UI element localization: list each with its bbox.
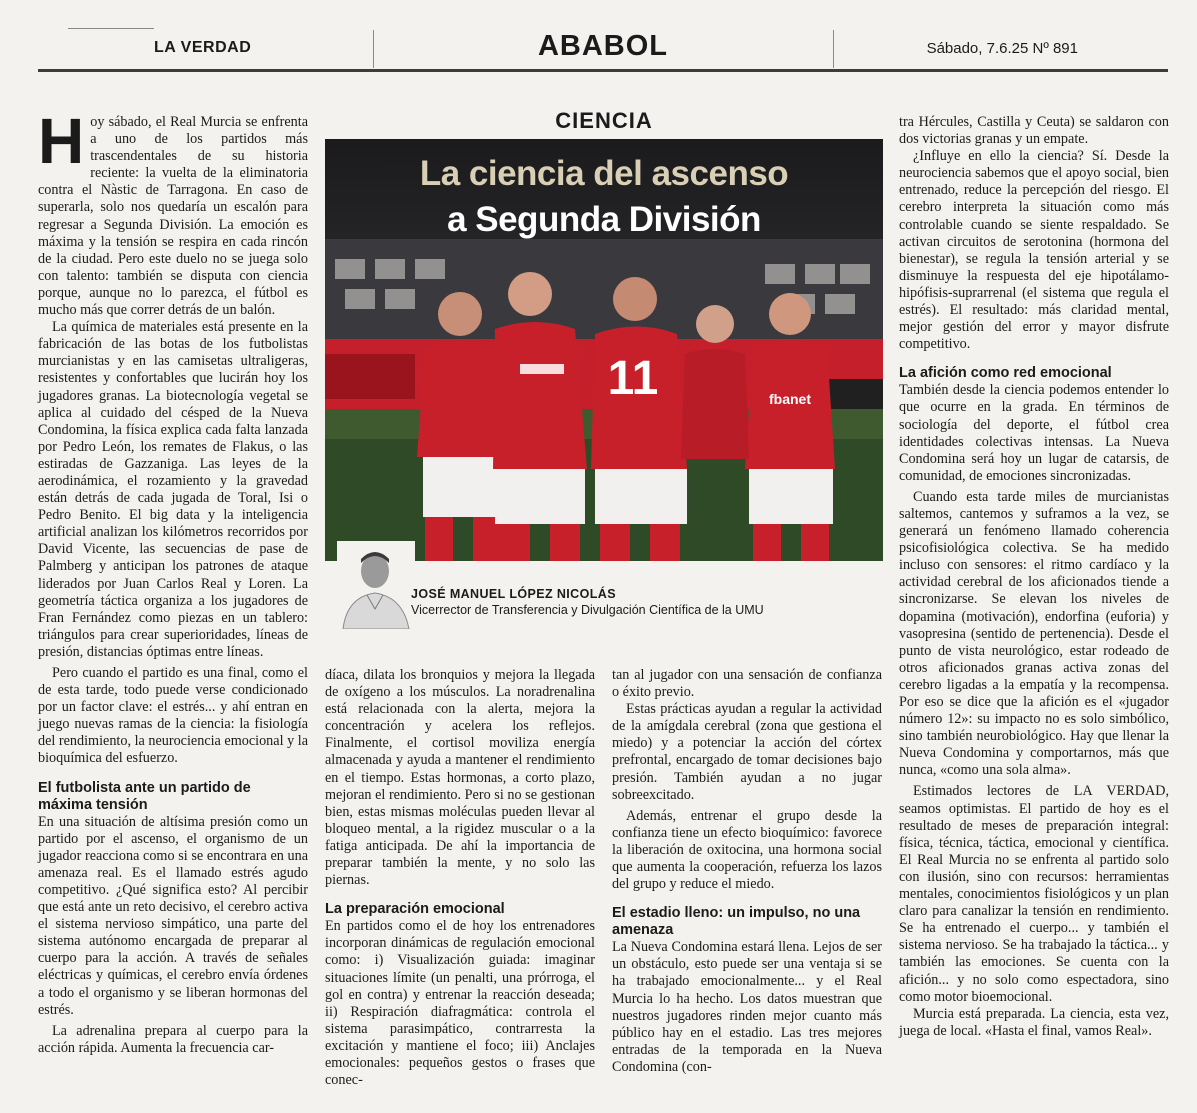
paragraph: Estas prácticas ayudan a regular la actividad de la amígdala cerebral (zona que gestiona el miedo) y a potenciar la acción del córtex prefrontal, encargado de tomar decisiones bajo presión. También ayudan a no jugar sobreexcitado. [612,701,882,803]
paragraph: Además, entrenar el grupo desde la confianza tiene un efecto bioquímico: favorece la liberación de oxitocina, una hormona social que aumenta la cooperación, refuerza los lazos del grupo y reduce el miedo. [612,807,882,893]
headline-line-2: a Segunda División [447,200,761,239]
jersey-number: 11 [607,352,659,405]
publication-name: LA VERDAD [154,39,252,56]
page-header [38,28,1168,72]
drop-cap: H [38,105,85,177]
paragraph: Pero cuando el partido es una final, como el de esta tarde, todo puede verse condicionado por un factor clave: el estrés... y ahí entran en juego nuevas ramas de la ciencia: la fisiología del rendimiento, la neurociencia emocional y la bioquímica del esfuerzo. [38,665,308,767]
paragraph: tra Hércules, Castilla y Ceuta) se saldaron con dos victorias granas y un empate. [899,114,1169,148]
paragraph: La adrenalina prepara al cuerpo para la acción rápida. Aumenta la frecuencia car- [38,1022,308,1056]
paragraph: tan al jugador con una sensación de confianza o éxito previo. [612,667,882,701]
issue-date: Sábado, 7.6.25 Nº 891 [926,40,1078,57]
author-byline [325,561,883,629]
subheading: El estadio lleno: un impulso, no una amenaza [612,905,861,939]
article-column-4 [899,114,1169,1040]
article-headline [325,151,883,243]
paragraph: ¿Influye en ello la ciencia? Sí. Desde la neurociencia sabemos que el apoyo social, bien entrenado, reduce la percepción del riesgo. El cerebro interpreta la situación como más controlable cuando se siente respaldado. Se activan circuitos de serotonina (hormona del bienestar), se regula la tensión arterial y se disminuye la respuesta del eje hipotálamo-hipófisis-suprarrenal (el sistema que regula el estrés). El resultado: más claridad mental, mejor gestión del error y mayor disfrute competitivo. [899,148,1169,353]
article-kicker: CIENCIA [555,108,653,133]
paragraph: Estimados lectores de LA VERDAD, seamos optimistas. El partido de hoy es el resultado de meses de preparación integral: física, técnica, táctica, emocional y científica. El Real Murcia no se enfrenta al partido solo con ilusión, sino con recursos: herramientas mentales, conocimientos fisiológicos y un plan claro para canalizar la tensión en rendimiento. Se ha entrenado el cuerpo... y también el sistema nervioso. Se ha trabajado la táctica... y también las emociones. Se cuenta con la afición... y no solo como espectadora, sino como motor bioemocional. [899,783,1169,1005]
article-photo [325,139,883,561]
paragraph: Cuando esta tarde miles de murcianistas saltemos, cantemos y suframos a la vez, se generará un fenómeno llamado coherencia psicofisiológica colectiva. Se ha medido incluso con sensores: el ritmo cardíaco y la actividad cerebral de los aficionados tiende a sincronizarse. Se elevan los niveles de dopamina (motivación), endorfina (euforia) y vasopresina (sentido de pertenencia). Desde el punto de vista neurológico, estar rodeado de otros aficionados granas activa zonas del cerebro ligadas a la empatía y la recompensa. Por eso se dice que la afición es el «jugador número 12»: su impacto no es solo simbólico, sino también neurobiológico. Hay que llenar la Nueva Condomina y comportarnos, más que nunca, «como una sola alma». [899,488,1169,779]
article-column-2 [325,667,595,1089]
author-name: JOSÉ MANUEL LÓPEZ NICOLÁS [411,587,616,601]
subheading: La preparación emocional [325,901,505,918]
subheading: La afición como red emocional [899,365,1112,382]
header-rule [38,69,1168,72]
article-column-1 [38,105,308,1057]
paragraph: La química de materiales está presente en la fabricación de las botas de los futbolistas murcianistas y en las camisetas ultraligeras, resistentes y confortables que lucirán hoy los jugadores granas. La biotecnología vegetal se aplica al cuidado del césped de la Nueva Condomina, la física explica cada falta lanzada por Pedro León, los remates de Flakus, o las estiradas de Gazzaniga. Las leyes de la aerodinámica, el rozamiento y la gravedad están detrás de cada jugada de Toral, Isi o Pedro Benito. El big data y la inteligencia artificial analizan los kilómetros recorridos por David Vicente, las secuencias de pase de Palmberg y anticipan los patrones de ataque liderados por Juan Carlos Real y Loren. La geometría táctica organiza a los jugadores de Fran Fernández como piezas en un tablero: triángulos para crear superioridades, líneas de presión, distancias óptimas entre líneas. [38,319,308,660]
paragraph: También desde la ciencia podemos entender lo que ocurre en la grada. En términos de sociología del deporte, el fútbol crea identidades colectivas intensas. La Nueva Condomina será hoy un lugar de catarsis, de comunidad, de emociones sincronizadas. [899,382,1169,484]
header-separator [833,30,834,68]
header-deco-line [68,28,154,29]
author-portrait [337,541,415,629]
section-title: ABABOL [537,30,669,62]
paragraph: En partidos como el de hoy los entrenadores incorporan dinámicas de regulación emocional como: i) Visualización guiada: imaginar situaciones límite (un penalti, una prórroga, el gol en contra) y entrenar la reacción deseada; ii) Respiración diafragmática: controla el sistema parasimpático, contrarresta la excitación y mantiene el foco; iii) Anclajes emocionales: pequeños gestos o frases que conec- [325,918,595,1089]
author-role: Vicerrector de Transferencia y Divulgación Científica de la UMU [411,603,764,617]
paragraph: En una situación de altísima presión como un partido por el ascenso, el organismo de un jugador reacciona como si se encontrara en una amenaza real. Es el llamado estrés agudo competitivo. ¿Qué significa esto? Al percibir que está ante un reto decisivo, el cerebro activa el sistema nervioso simpático, una parte del sistema autónomo encargada de preparar al cuerpo para la acción. A través de señales eléctricas y químicas, el cerebro envía órdenes a todo el organismo y se liberan hormonas del estrés. [38,813,308,1018]
article-column-3 [612,667,882,1076]
subheading: El futbolista ante un partido de máxima tensión [38,779,251,813]
paragraph: oy sábado, el Real Murcia se enfrenta a uno de los partidos más trascendentales de su historia reciente: la vuelta de la eliminatoria contra el Nàstic de Tarragona. En caso de superarla, solo nos quedaría un escalón para regresar a Segunda División. La emoción es máxima y la tensión se respira en cada rincón de la ciudad. Pero este duelo no se juega solo con talento: también se disputa con ciencia porque, aunque no lo parezca, el fútbol es mucho más que correr detrás de un balón. [38,114,308,319]
paragraph: díaca, dilata los bronquios y mejora la llegada de oxígeno a los músculos. La noradrenalina está relacionada con la alerta, mejora la concentración y acelera los reflejos. Finalmente, el cortisol moviliza energía almacenada y ayuda a mantener el rendimiento en el tiempo. Estas hormonas, a corto plazo, mejoran el rendimiento. Pero si no se gestionan bien, estas mismas moléculas pueden llevar al bloqueo mental, a la rigidez muscular o a la fatiga anticipada. De ahí la importancia de preparar también la mente, y no solo las piernas. [325,667,595,889]
paragraph: Murcia está preparada. La ciencia, esta vez, juega de local. «Hasta el final, vamos Real». [899,1005,1169,1039]
sponsor-logo: fbanet [769,391,811,407]
headline-line-1: La ciencia del ascenso [419,154,789,193]
paragraph: La Nueva Condomina estará llena. Lejos de ser un obstáculo, esto puede ser una ventaja si se ha trabajado emocionalmente... y el Real Murcia lo ha hecho. Los datos muestran que nuestros jugadores rinden mejor cuanto más público hay en el estadio. Las tres mejores entradas de la temporada en la Nueva Condomina (con- [612,939,882,1075]
